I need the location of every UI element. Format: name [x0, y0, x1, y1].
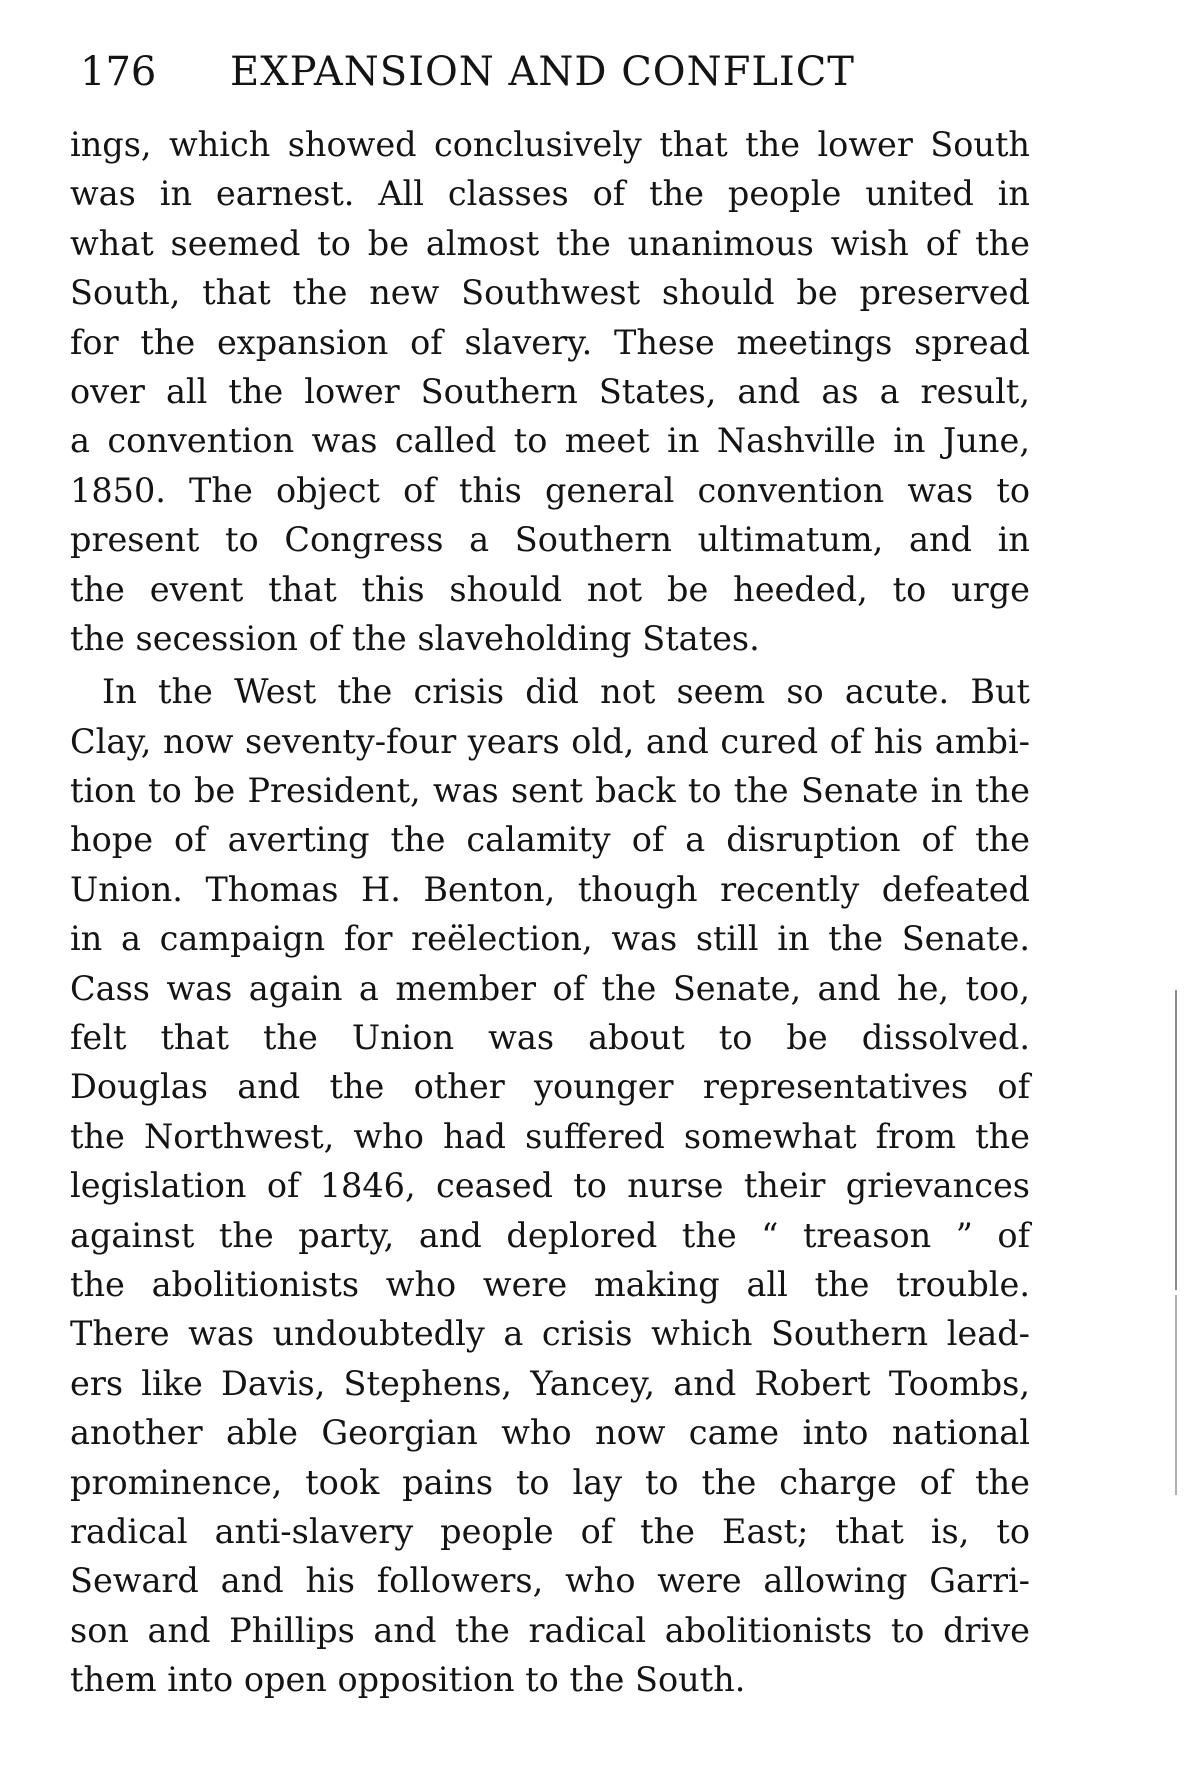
text-line: son and Phillips and the radical abolitionists to drive: [70, 1610, 1030, 1650]
text-line: prominence, took pains to lay to the charge of the: [70, 1462, 1030, 1502]
text-line: the event that this should not be heeded, to urge: [70, 569, 1030, 609]
text-line: South, that the new Southwest should be preserved: [70, 273, 1030, 313]
text-line: Clay, now seventy-four years old, and cured of his ambi-: [70, 721, 1030, 761]
text-line: them into open opposition to the South.: [70, 1660, 746, 1700]
text-line: tion to be President, was sent back to the Senate in the: [70, 771, 1030, 811]
text-line: the Northwest, who had suffered somewhat from the: [70, 1116, 1030, 1156]
text-line: 1850. The object of this general convention was to: [70, 470, 1030, 510]
paragraph-1: [70, 120, 1030, 663]
text-line: for the expansion of slavery. These meetings spread: [70, 322, 1030, 362]
text-line: In the West the crisis did not seem so acute. But: [102, 672, 1030, 712]
scan-edge-mark: [1175, 990, 1177, 1290]
text-line: the abolitionists who were making all the trouble.: [70, 1264, 1030, 1304]
running-title: EXPANSION AND CONFLICT: [230, 49, 855, 95]
page-number: 176: [80, 49, 157, 95]
text-line: present to Congress a Southern ultimatum, and in: [70, 520, 1030, 560]
text-line: against the party, and deplored the “ treason ” of: [70, 1215, 1030, 1255]
text-line: a convention was called to meet in Nashville in June,: [70, 421, 1030, 461]
text-line: another able Georgian who now came into national: [70, 1413, 1030, 1453]
text-line: Douglas and the other younger representatives of: [70, 1067, 1030, 1107]
text-line: Union. Thomas H. Benton, though recently defeated: [70, 869, 1030, 909]
text-line: was in earnest. All classes of the people united in: [70, 174, 1030, 214]
text-line: Cass was again a member of the Senate, and he, too,: [70, 968, 1030, 1008]
scan-edge-mark: [1175, 1295, 1177, 1495]
page-header: [80, 42, 1080, 102]
text-line: what seemed to be almost the unanimous wish of the: [70, 223, 1030, 263]
text-line: ers like Davis, Stephens, Yancey, and Robert Toombs,: [70, 1363, 1030, 1403]
paragraph-2: [70, 667, 1030, 1704]
text-line: hope of averting the calamity of a disruption of the: [70, 820, 1030, 860]
text-line: radical anti-slavery people of the East; that is, to: [70, 1511, 1030, 1551]
text-line: legislation of 1846, ceased to nurse their grievances: [70, 1166, 1030, 1206]
body-text: [70, 120, 1030, 1705]
text-line: ings, which showed conclusively that the lower South: [70, 125, 1030, 164]
text-line: felt that the Union was about to be dissolved.: [70, 1018, 1030, 1058]
text-line: the secession of the slaveholding States.: [70, 618, 760, 658]
text-line: over all the lower Southern States, and as a result,: [70, 371, 1030, 411]
text-line: There was undoubtedly a crisis which Southern lead-: [70, 1314, 1030, 1354]
text-line: in a campaign for reëlection, was still in the Senate.: [70, 919, 1030, 959]
text-line: Seward and his followers, who were allowing Garri-: [70, 1561, 1030, 1601]
